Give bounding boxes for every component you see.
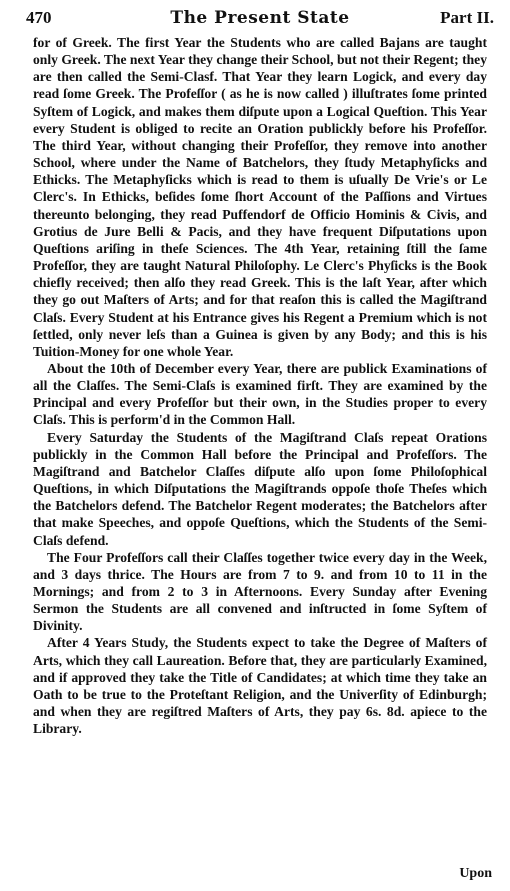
running-title: The Present State	[170, 8, 350, 28]
paragraph-3: Every Saturday the Students of the Magiſtrand Claſs repeat Orations publickly in the Common Hall before the Principal and Profeſſors. The Magiſtrand and Batchelor Claſſes diſpute alſo upon ſome Philoſophical Queſtions, in which Diſputations the Magiſtrands oppoſe thoſe Theſes which the Batchelors defend. The Batchelor Regent moderates; the Batchelors after that make Speeches, and oppoſe Queſtions, which the Students of the Semi-Claſs defend.	[33, 429, 487, 548]
catchword: Upon	[459, 866, 492, 881]
part-label: Part II.	[440, 8, 494, 27]
paragraph-2: About the 10th of December every Year, there are publick Examinations of all the Claſſes. The Semi-Claſs is examined firſt. They are examined by the Principal and every Profeſſor but their own, in the Studies proper to every Claſs. This is perform'd in the Common Hall.	[33, 360, 487, 428]
page-number: 470	[26, 8, 52, 27]
paragraph-5: After 4 Years Study, the Students expect to take the Degree of Maſters of Arts, which they call Laureation. Before that, they are particularly Examined, and if approved they take the Title of Candidates; at which time they take an Oath to be true to the Proteſtant Religion, and the Univerſity of Edinburgh; and when they are regiſtred Maſters of Arts, they pay 6s. 8d. apiece to the Library.	[33, 635, 487, 737]
running-header	[26, 6, 494, 34]
page-body-text	[33, 34, 487, 737]
paragraph-1: for of Greek. The first Year the Students who are called Bajans are taught only Greek. The next Year they change their School, but not their Regent; they are then called the Semi-Clasf. That Year they learn Logick, and every day read ſome Greek. The Profeſſor ( as he is now called ) illuſtrates ſome printed Syſtem of Logick, and makes them diſpute upon a Logical Queſtion. This Year every Student is obliged to recite an Oration publickly before his Profeſſor. The third Year, without changing their Profeſſor, they remove into another School, where under the Name of Batchelors, they ſtudy Metaphyſicks and Ethicks. The Metaphyſicks which is read to them is uſually De Vrie's or Le Clerc's. In Ethicks, beſides ſome ſhort Account of the Paſſions and Virtues thereunto belonging, they read Puffendorf de Officio Hominis & Civis, and Grotius de Jure Belli & Pacis, and they have frequent Diſputations upon Queſtions ariſing in theſe Sciences. The 4th Year, retaining ſtill the ſame Profeſſor, they are taught Natural Philoſophy. Le Clerc's Phyſicks is the Book chiefly received; then alſo they read Greek. This is the laſt Year, after which they go out Maſters of Arts; and for that reaſon this is called the Magiſtrand Claſs. Every Student at his Entrance gives his Regent a Premium which is not ſettled, only never leſs than a Guinea is given by any Body; and this is his Tuition-Money for one whole Year.	[33, 35, 487, 359]
paragraph-4: The Four Profeſſors call their Claſſes together twice every day in the Week, and 3 days thrice. The Hours are from 7 to 9. and from 10 to 11 in the Mornings; and from 2 to 3 in Afternoons. Every Sunday after Evening Sermon the Students are all convened and inſtructed in ſome Syſtem of Divinity.	[33, 549, 487, 634]
